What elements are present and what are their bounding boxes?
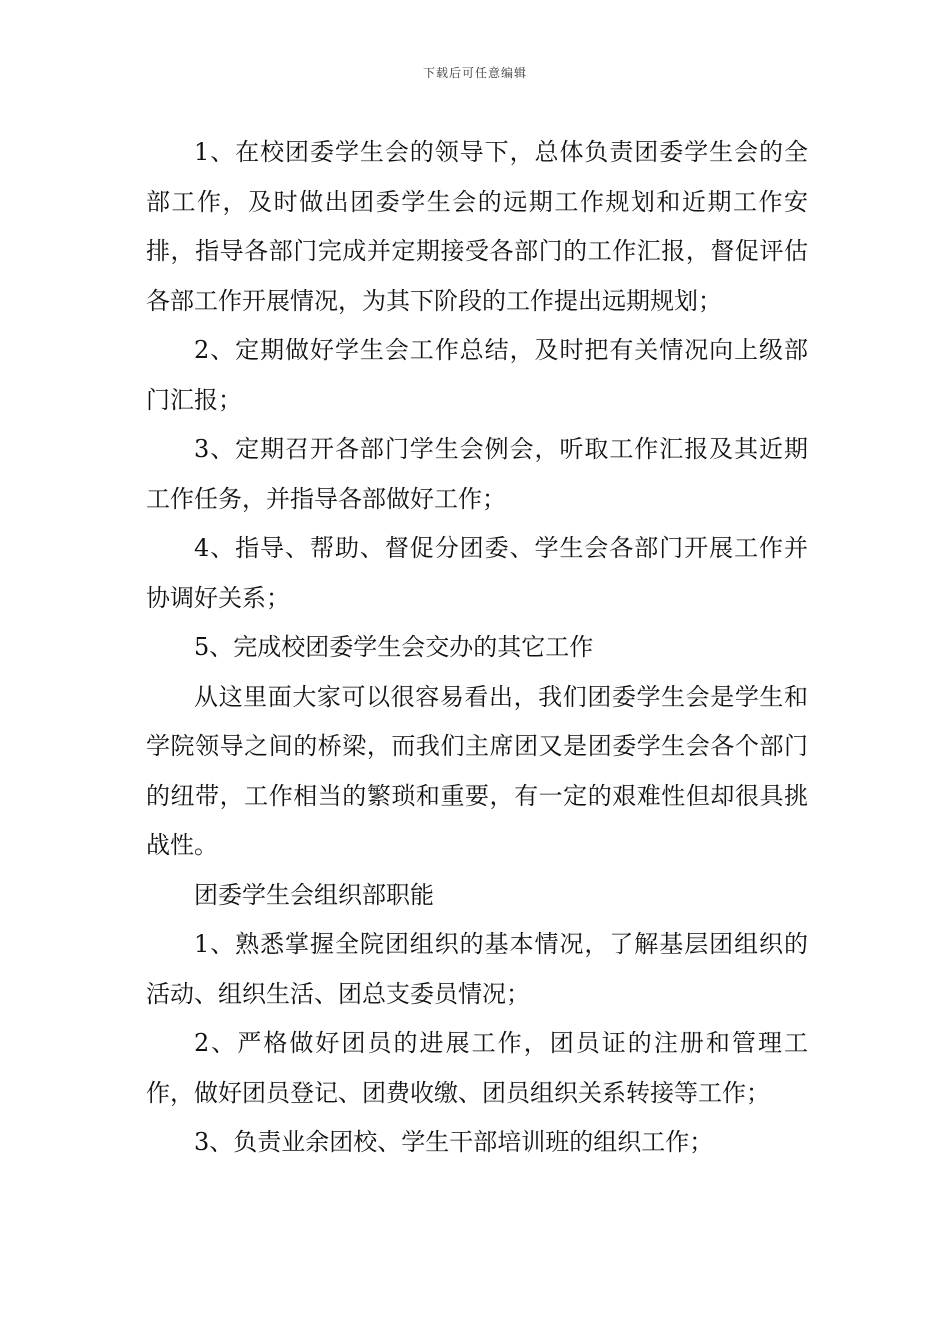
- paragraph: 2、严格做好团员的进展工作，团员证的注册和管理工作，做好团员登记、团费收缴、团员组织关系转接等工作；: [146, 1029, 808, 1107]
- paragraph: 4、指导、帮助、督促分团委、学生会各部门开展工作并协调好关系；: [146, 534, 808, 612]
- paragraph: 1、在校团委学生会的领导下，总体负责团委学生会的全部工作，及时做出团委学生会的远期工作规划和近期工作安排，指导各部门完成并定期接受各部门的工作汇报，督促评估各部工作开展情况，为其下阶段的工作提出远期规划；: [146, 138, 808, 315]
- document-body: [146, 128, 808, 1168]
- paragraph: 从这里面大家可以很容易看出，我们团委学生会是学生和学院领导之间的桥梁，而我们主席团又是团委学生会各个部门的纽带，工作相当的繁琐和重要，有一定的艰难性但却很具挑战性。: [146, 682, 808, 859]
- section-heading: 团委学生会组织部职能: [194, 880, 434, 909]
- paragraph: 3、定期召开各部门学生会例会，听取工作汇报及其近期工作任务，并指导各部做好工作；: [146, 435, 808, 513]
- header-note: 下载后可任意编辑: [422, 66, 527, 80]
- paragraph: 2、定期做好学生会工作总结，及时把有关情况向上级部门汇报；: [146, 336, 808, 414]
- paragraph: 1、熟悉掌握全院团组织的基本情况，了解基层团组织的活动、组织生活、团总支委员情况；: [146, 930, 808, 1008]
- paragraph: 3、负责业余团校、学生干部培训班的组织工作；: [194, 1128, 714, 1156]
- paragraph: 5、完成校团委学生会交办的其它工作: [194, 633, 594, 661]
